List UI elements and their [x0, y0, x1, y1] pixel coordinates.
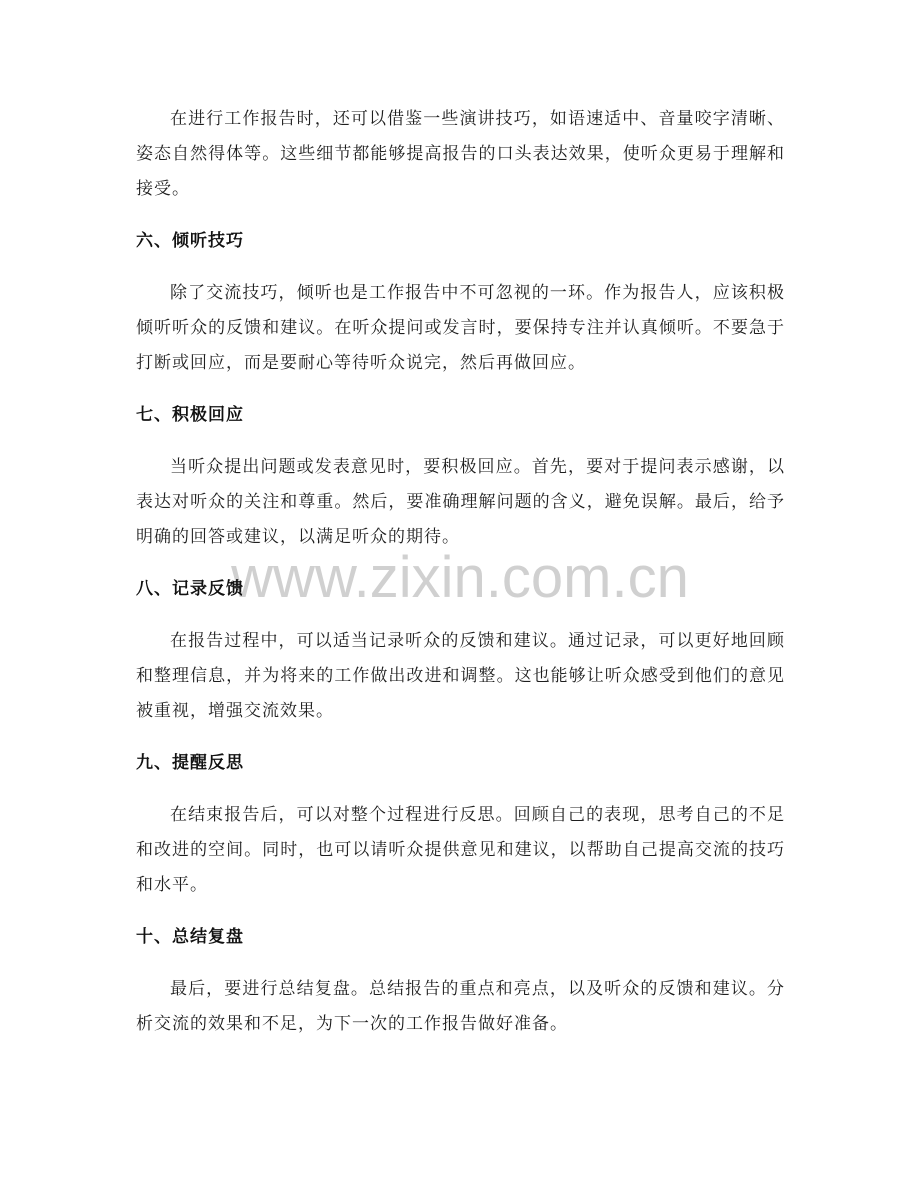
paragraph-respond	[136, 450, 784, 555]
paragraph-reflect	[136, 798, 784, 903]
paragraph-line: 最后，要进行总结复盘。总结报告的重点和亮点，以及听众的反馈和建议。分	[170, 979, 784, 999]
watermark: www.zixin.com.cn	[231, 545, 689, 610]
paragraph-listening	[136, 276, 784, 381]
section-heading-reflect: 九、提醒反思	[136, 753, 244, 773]
paragraph-line: 在进行工作报告时，还可以借鉴一些演讲技巧，如语速适中、音量咬字清晰、	[170, 109, 784, 129]
paragraph-line: 姿态自然得体等。这些细节都能够提高报告的口头表达效果，使听众更易于理解和	[136, 144, 784, 164]
paragraph-intro	[136, 102, 784, 207]
section-heading-record: 八、记录反馈	[136, 579, 244, 599]
section-heading-respond: 七、积极回应	[136, 405, 244, 425]
paragraph-line: 当听众提出问题或发表意见时，要积极回应。首先，要对于提问表示感谢，以	[170, 457, 784, 477]
paragraph-line: 打断或回应，而是要耐心等待听众说完，然后再做回应。	[136, 353, 586, 373]
paragraph-line: 接受。	[136, 179, 190, 199]
paragraph-line: 和改进的空间。同时，也可以请听众提供意见和建议，以帮助自己提高交流的技巧	[136, 840, 784, 860]
paragraph-line: 和整理信息，并为将来的工作做出改进和调整。这也能够让听众感受到他们的意见	[136, 666, 784, 686]
paragraph-line: 在结束报告后，可以对整个过程进行反思。回顾自己的表现，思考自己的不足	[170, 805, 784, 825]
paragraph-line: 除了交流技巧，倾听也是工作报告中不可忽视的一环。作为报告人，应该积极	[170, 283, 784, 303]
paragraph-record	[136, 624, 784, 729]
paragraph-line: 析交流的效果和不足，为下一次的工作报告做好准备。	[136, 1014, 568, 1034]
section-heading-listening: 六、倾听技巧	[136, 231, 244, 251]
paragraph-line: 被重视，增强交流效果。	[136, 701, 334, 721]
paragraph-review	[136, 972, 784, 1042]
section-heading-review: 十、总结复盘	[136, 927, 244, 947]
paragraph-line: 明确的回答或建议，以满足听众的期待。	[136, 527, 460, 547]
paragraph-line: 和水平。	[136, 875, 208, 895]
paragraph-line: 在报告过程中，可以适当记录听众的反馈和建议。通过记录，可以更好地回顾	[170, 631, 784, 651]
paragraph-line: 倾听听众的反馈和建议。在听众提问或发言时，要保持专注并认真倾听。不要急于	[136, 318, 784, 338]
document-body	[136, 102, 784, 1042]
paragraph-line: 表达对听众的关注和尊重。然后，要准确理解问题的含义，避免误解。最后，给予	[136, 492, 784, 512]
